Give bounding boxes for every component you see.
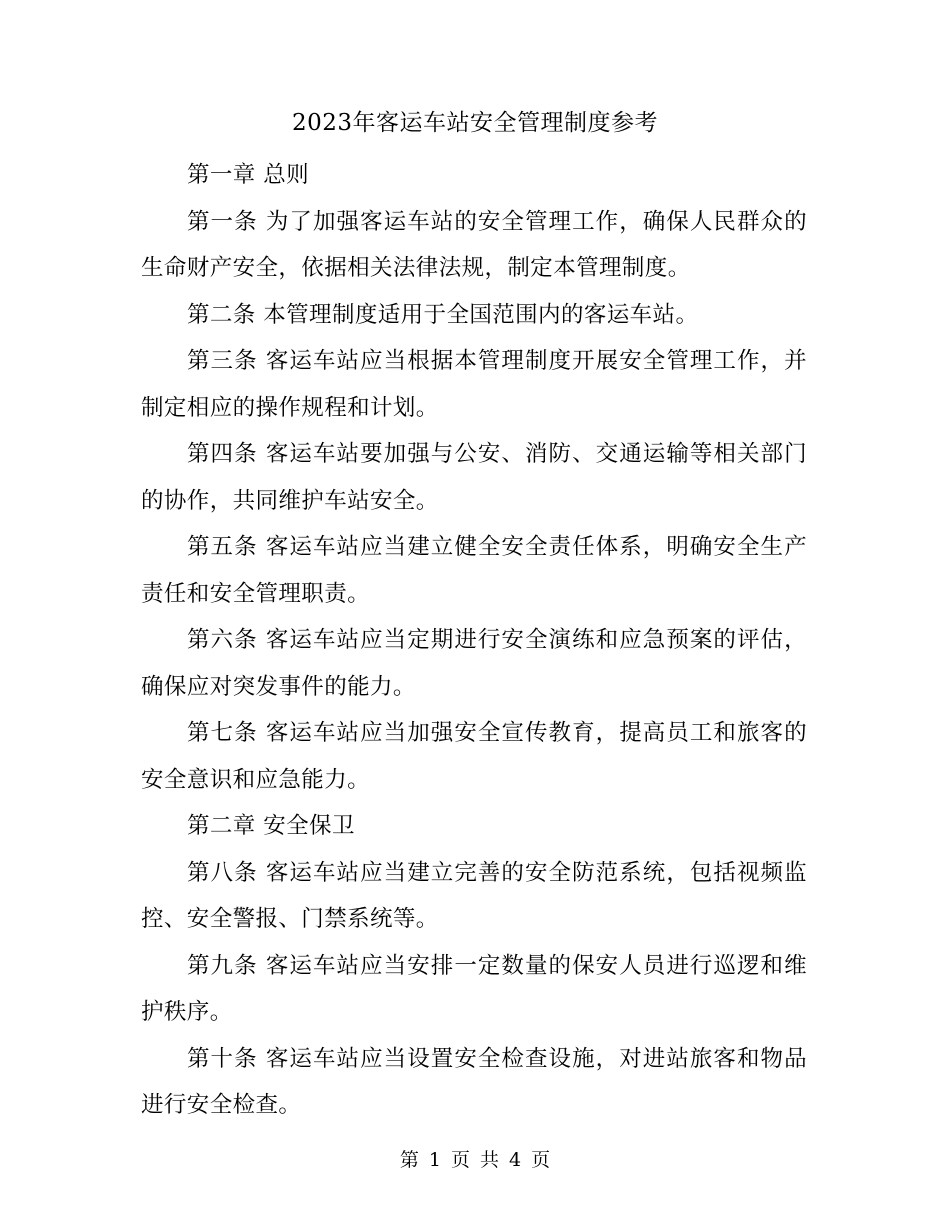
document-title: 2023年客运车站安全管理制度参考 — [291, 110, 659, 136]
article-paragraph: 第五条 客运车站应当建立健全安全责任体系，明确安全生产责任和安全管理职责。 — [141, 534, 807, 607]
chapter-heading: 第一章 总则 — [187, 162, 310, 188]
article-paragraph: 第九条 客运车站应当安排一定数量的保安人员进行巡逻和维护秩序。 — [141, 952, 807, 1025]
article-paragraph: 第十条 客运车站应当设置安全检查设施，对进站旅客和物品进行安全检查。 — [141, 1045, 807, 1118]
document-body — [141, 152, 807, 1129]
article-paragraph: 第八条 客运车站应当建立完善的安全防范系统，包括视频监控、安全警报、门禁系统等。 — [141, 859, 807, 932]
article-paragraph: 第四条 客运车站要加强与公安、消防、交通运输等相关部门的协作，共同维护车站安全。 — [141, 441, 807, 514]
article-paragraph: 第一条 为了加强客运车站的安全管理工作，确保人民群众的生命财产安全，依据相关法律法规，制定本管理制度。 — [141, 208, 807, 281]
chapter-heading: 第二章 安全保卫 — [187, 813, 355, 839]
article-paragraph: 第六条 客运车站应当定期进行安全演练和应急预案的评估，确保应对突发事件的能力。 — [141, 627, 807, 700]
page-footer: 第 1 页 共 4 页 — [399, 1149, 551, 1171]
article-paragraph: 第二条 本管理制度适用于全国范围内的客运车站。 — [187, 301, 699, 328]
article-paragraph: 第三条 客运车站应当根据本管理制度开展安全管理工作，并制定相应的操作规程和计划。 — [141, 348, 807, 421]
article-paragraph: 第七条 客运车站应当加强安全宣传教育，提高员工和旅客的安全意识和应急能力。 — [141, 720, 807, 793]
